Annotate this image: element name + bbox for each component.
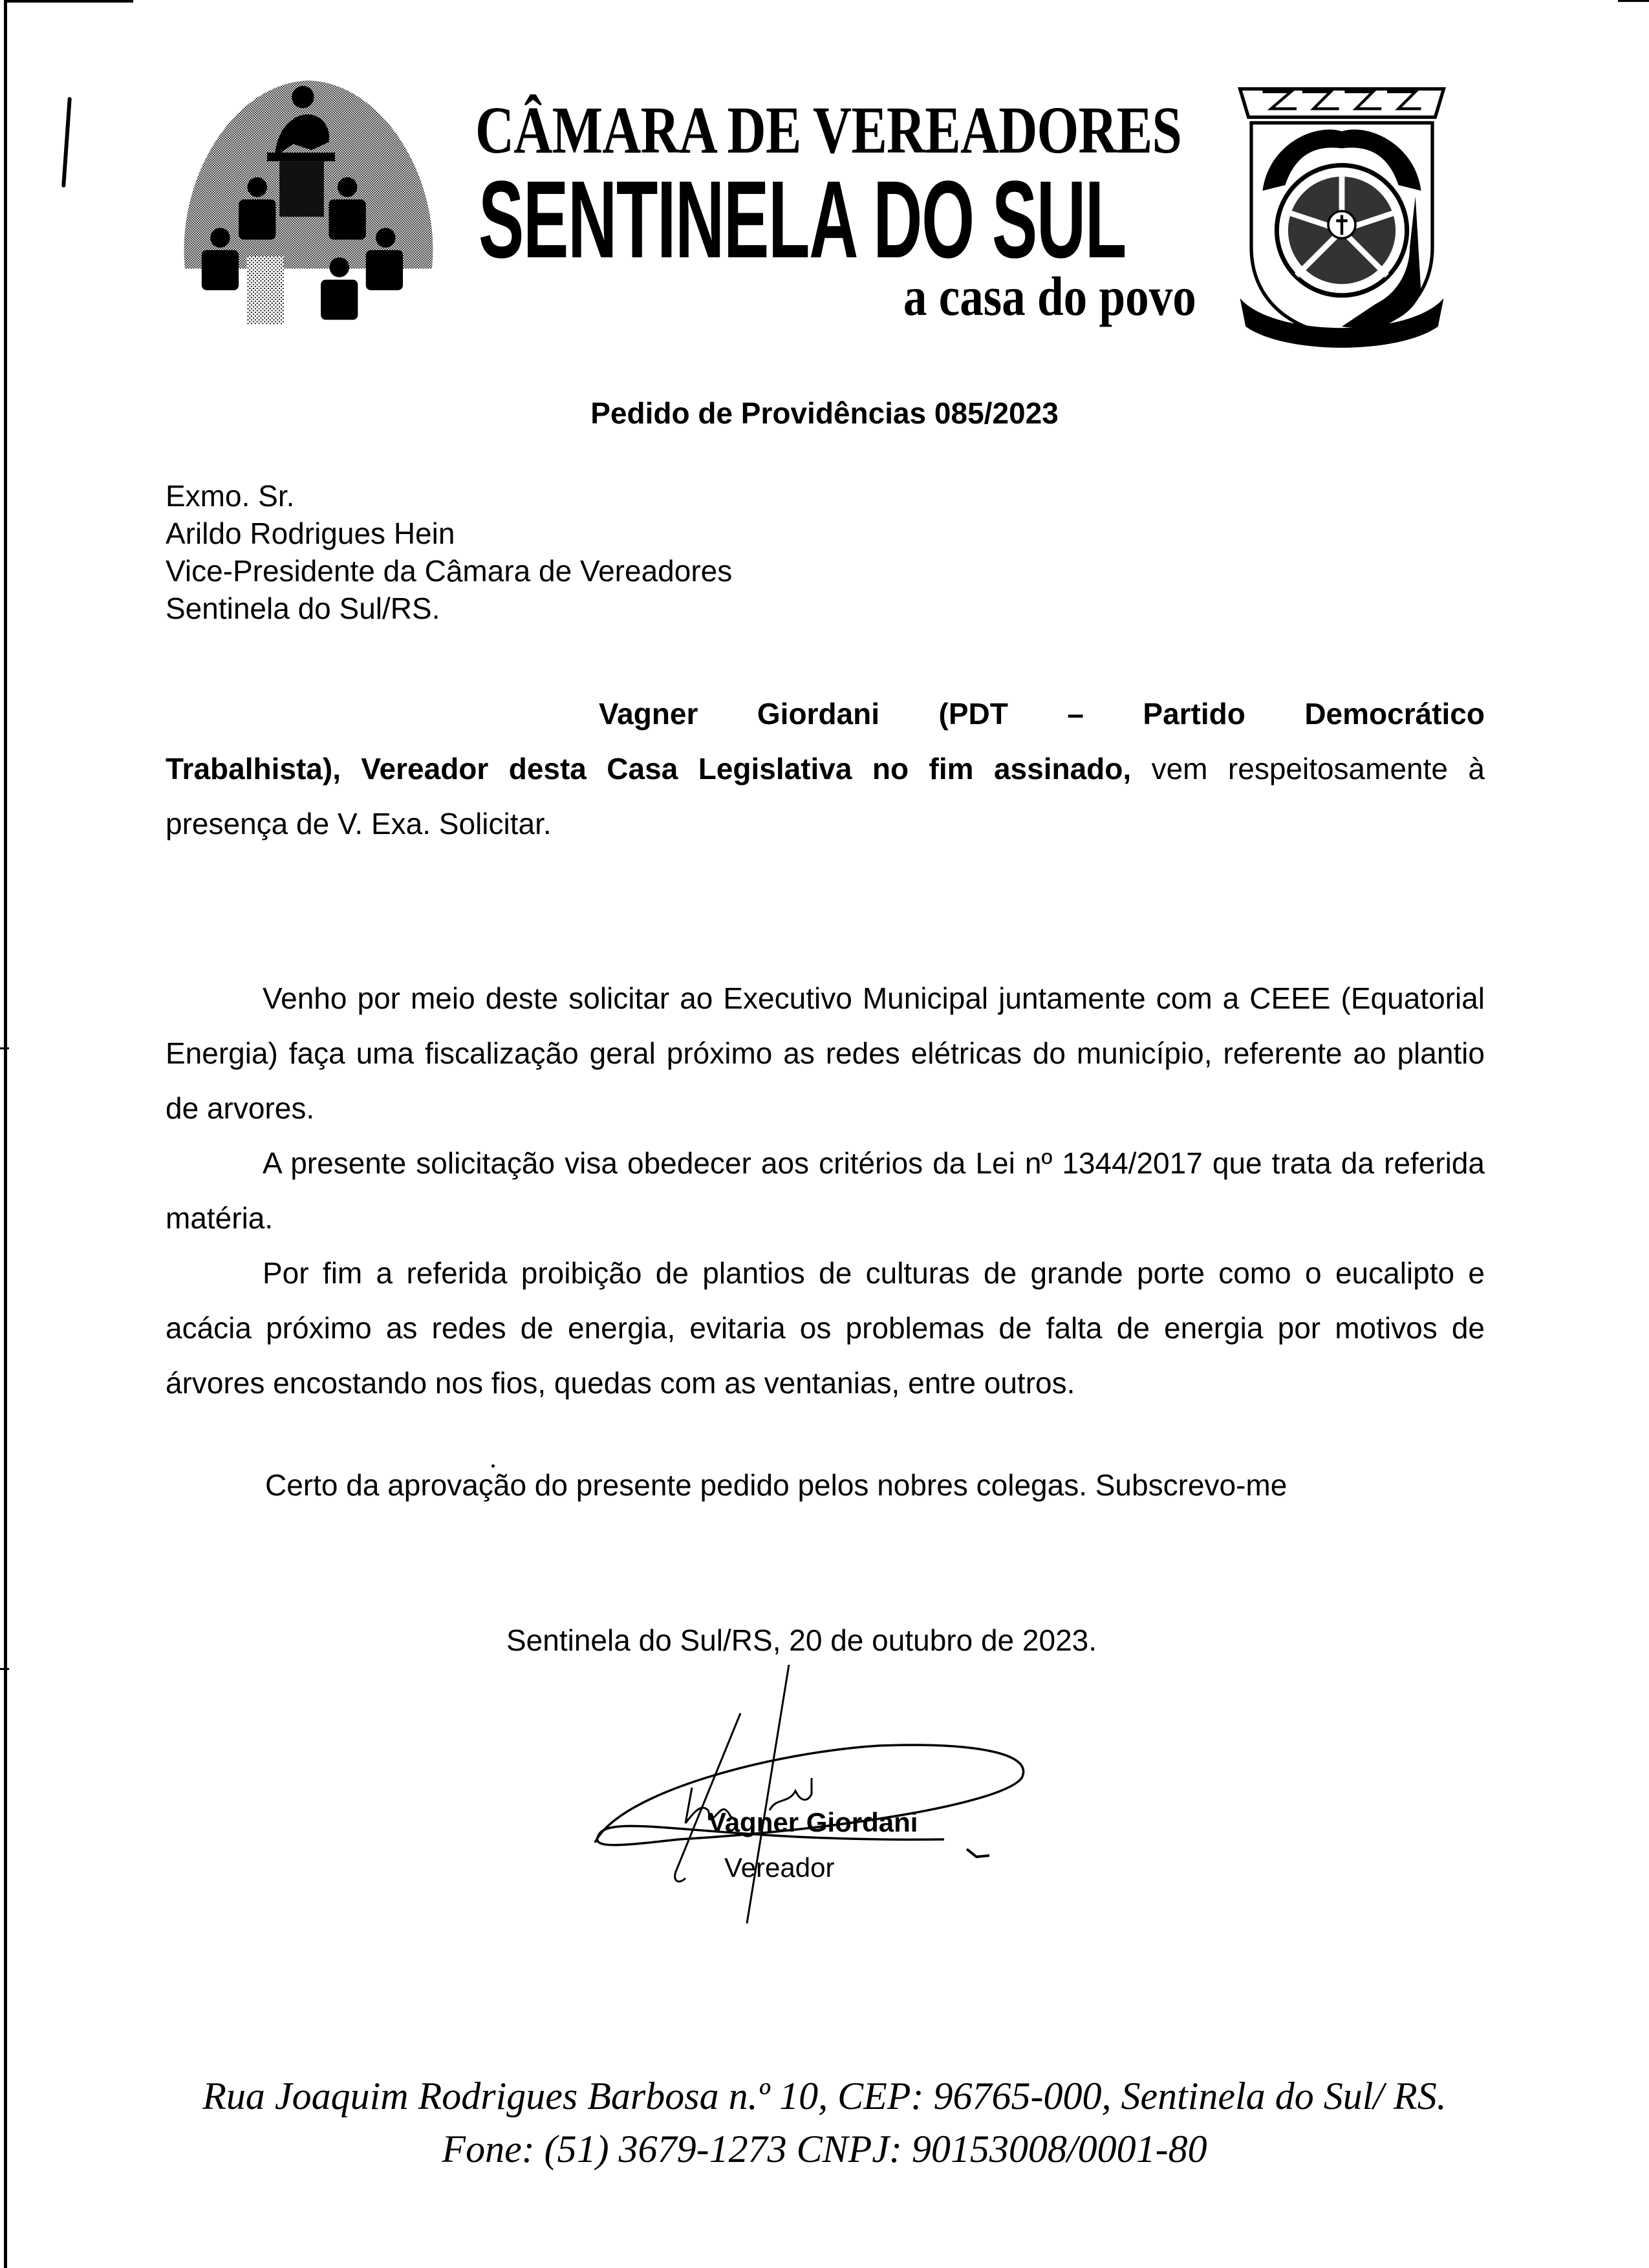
municipal-coat-of-arms xyxy=(1229,65,1455,362)
intro-line-1: Vagner Giordani (PDT – Partido Democrático xyxy=(599,697,1485,731)
body-paragraph-1-text: Venho por meio deste solicitar ao Executivo Municipal juntamente com a CEEE (Equatorial Energia) faça uma fiscalização geral próximo as redes elétricas do município, referente ao plantio de arvores. xyxy=(166,981,1485,1125)
intro-line-2-bold: Trabalhista), Vereador desta Casa Legislativa no fim assinado, xyxy=(166,752,1132,786)
header-title-camara: CÂMARA DE VEREADORES xyxy=(475,93,1181,167)
signatory-role: Vereador xyxy=(724,1852,835,1883)
handwritten-signature xyxy=(582,1655,1099,1927)
signatory-name: Vagner Giordani xyxy=(708,1807,918,1837)
recipient-salutation: Exmo. Sr. xyxy=(166,479,295,513)
intro-paragraph xyxy=(166,687,1485,851)
scan-edge-top-right xyxy=(1618,0,1649,2)
body-paragraph-3 xyxy=(166,1246,1485,1411)
recipient-block xyxy=(166,477,732,627)
scan-tick xyxy=(0,1668,9,1670)
closing-text: Certo da aprovação do presente pedido pelos nobres colegas. Subscrevo-me xyxy=(265,1468,1288,1502)
body-paragraph-1 xyxy=(166,971,1485,1136)
intro-line-2 xyxy=(166,742,1485,797)
intro-line-2-regular: vem respeitosamente à xyxy=(1131,752,1485,786)
recipient-role: Vice-Presidente da Câmara de Vereadores xyxy=(166,554,733,588)
footer-address: Rua Joaquim Rodrigues Barbosa n.º 10, CEP: 96765-000, Sentinela do Sul/ RS. xyxy=(202,2075,1447,2117)
pen-mark xyxy=(61,97,72,187)
scan-tick xyxy=(0,1047,9,1049)
recipient-name: Arildo Rodrigues Hein xyxy=(166,517,455,550)
body-paragraph-3-text: Por fim a referida proibição de plantios de culturas de grande porte como o eucalipto e acácia próximo as redes de energia, evitaria os problemas de falta de energia por motivos de árvores encostando nos fios, quedas com as ventanias, entre outros. xyxy=(166,1256,1485,1400)
footer-contact: Fone: (51) 3679-1273 CNPJ: 90153008/0001-80 xyxy=(442,2128,1207,2170)
people-assembly-logo xyxy=(169,71,447,343)
scan-edge-left xyxy=(4,0,7,2268)
recipient-location: Sentinela do Sul/RS. xyxy=(166,592,440,625)
header-tagline: a casa do povo xyxy=(903,265,1196,327)
scan-edge-top xyxy=(4,0,133,3)
body-paragraph-2 xyxy=(166,1136,1485,1246)
body-paragraph-2-text: A presente solicitação visa obedecer aos critérios da Lei nº 1344/2017 que trata da referida matéria. xyxy=(166,1146,1485,1235)
header-title-sentinela: SENTINELA DO SUL xyxy=(479,158,1126,281)
date-line: Sentinela do Sul/RS, 20 de outubro de 2023. xyxy=(506,1623,1097,1657)
intro-line-3: presença de V. Exa. Solicitar. xyxy=(166,807,552,840)
document-title: Pedido de Providências 085/2023 xyxy=(590,396,1059,430)
